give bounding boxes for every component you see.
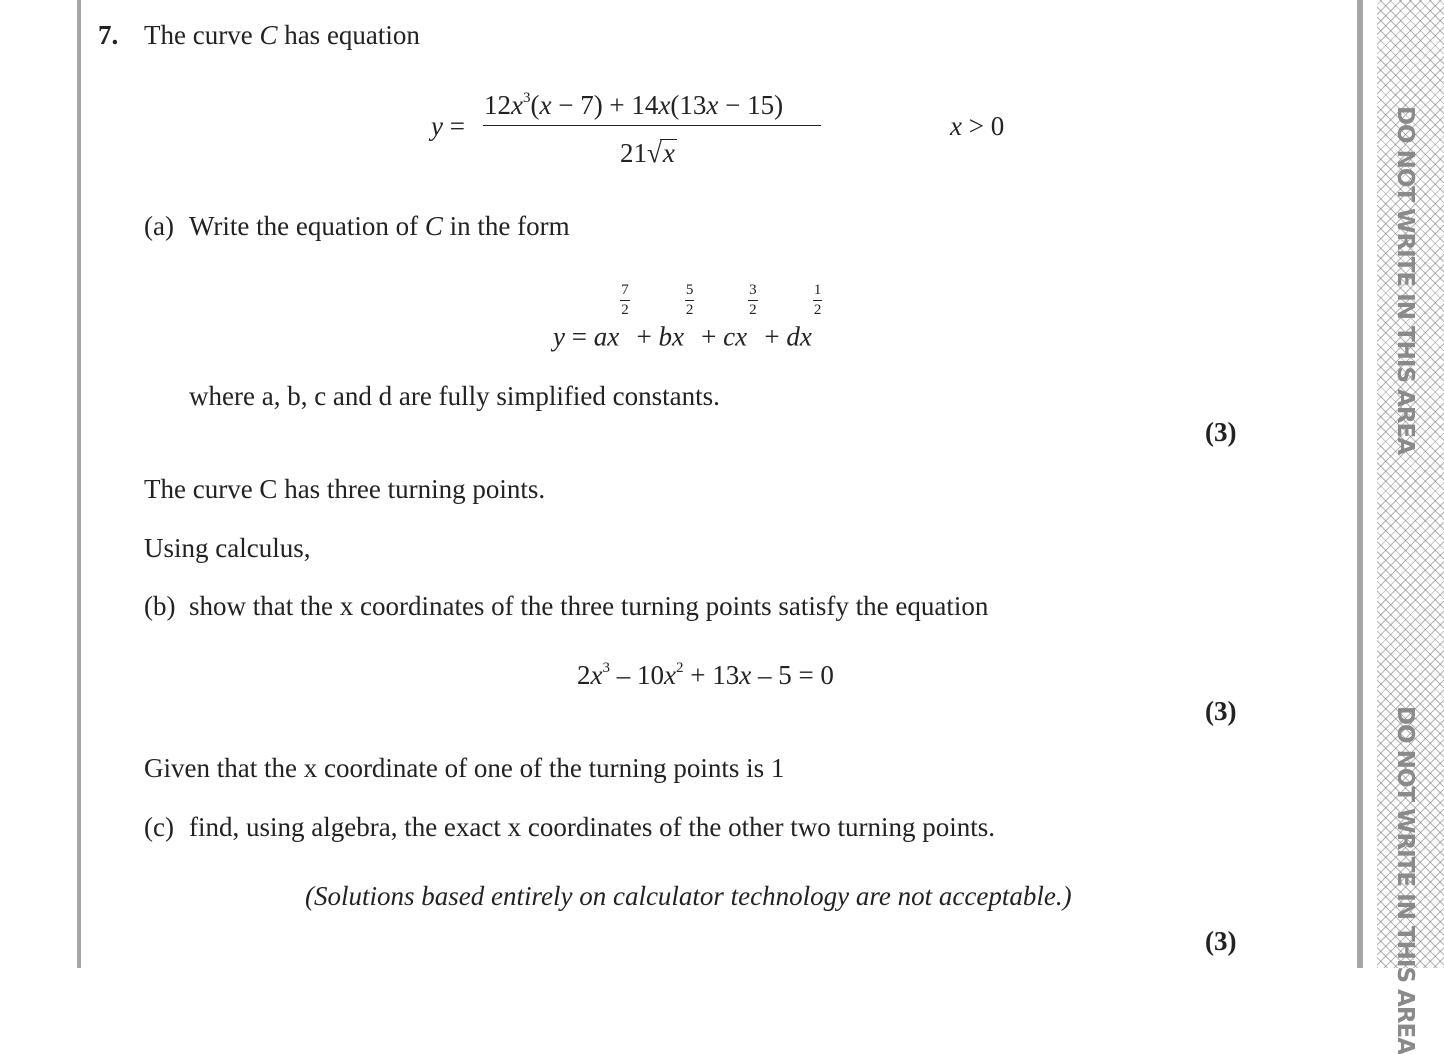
turning-points-statement: The curve C has three turning points.	[144, 474, 546, 504]
constants-statement: where a, b, c and d are fully simplified constants.	[189, 381, 720, 411]
part-c-label: (c)	[144, 812, 174, 842]
question-number: 7.	[98, 20, 119, 50]
calculator-note: (Solutions based entirely on calculator technology are not acceptable.)	[305, 881, 1072, 911]
left-margin-rule	[77, 0, 81, 968]
domain-condition: x > 0	[950, 111, 1005, 141]
part-b-label: (b)	[144, 591, 176, 621]
part-c-marks: (3)	[1205, 926, 1237, 956]
part-a-text: Write the equation of C in the form	[189, 211, 570, 241]
using-calculus: Using calculus,	[144, 533, 311, 563]
part-a-label: (a)	[144, 211, 174, 241]
cubic-equation: $2x^3 - 10x^2 + 13x - 5 = 0$	[577, 660, 834, 690]
part-a-marks: (3)	[1205, 417, 1237, 447]
part-b-text: show that the x coordinates of the three turning points satisfy the equation	[189, 591, 989, 621]
part-b-marks: (3)	[1205, 696, 1237, 726]
right-margin-rule	[1357, 0, 1363, 968]
question-intro: The curve C has equation	[144, 20, 420, 50]
given-statement: Given that the x coordinate of one of the turning points is 1	[144, 753, 785, 783]
part-c-text: find, using algebra, the exact x coordinates of the other two turning points.	[189, 812, 996, 842]
target-form-equation: y = ax $\frac{7}{2}$ + bx $\frac{5}{2}$ + cx $\frac{3}{2}$ + dx $\frac{1}{2}$	[553, 282, 822, 352]
